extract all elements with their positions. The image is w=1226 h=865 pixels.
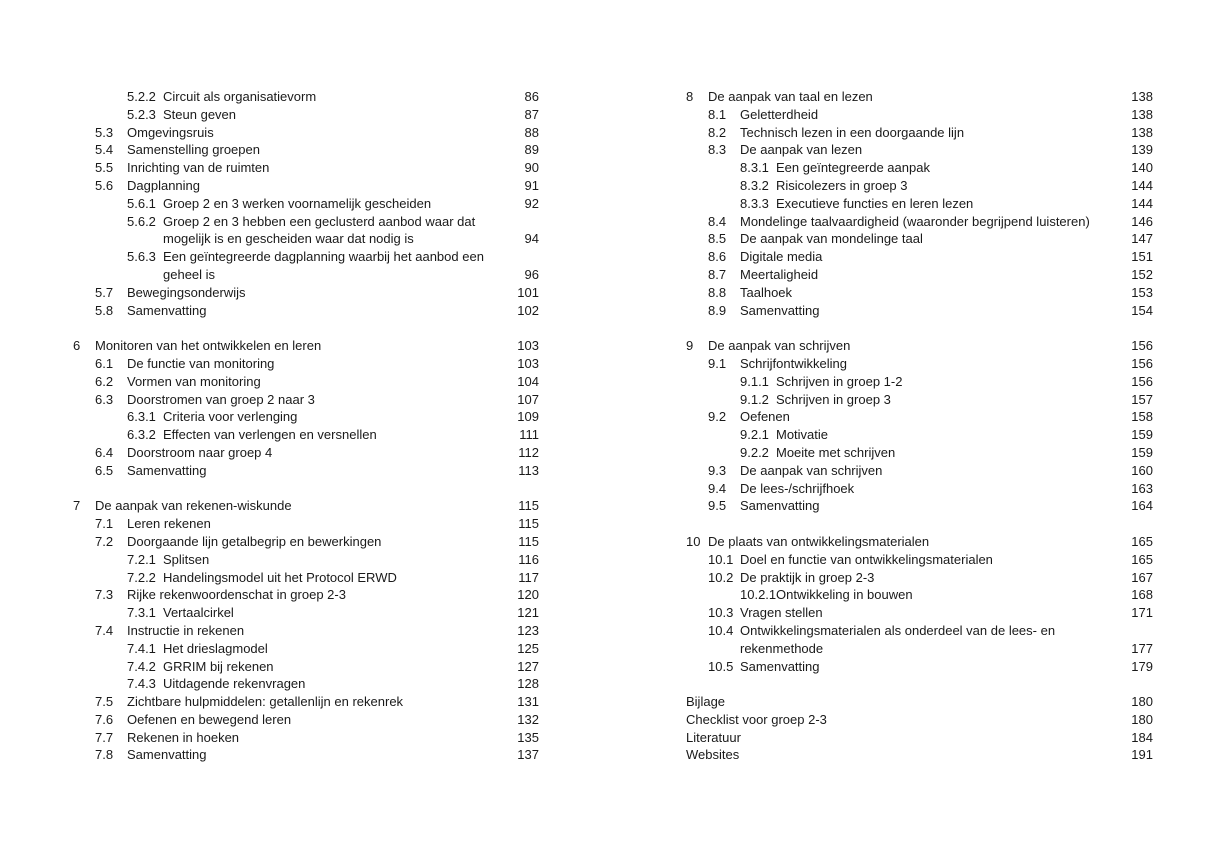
toc-entry-page-number: 104 xyxy=(517,373,539,389)
toc-entry-title: Schrijven in groep 1-2 xyxy=(776,373,903,389)
toc-entry-page-number: 153 xyxy=(1131,284,1153,300)
toc-entry-title: Mondelinge taalvaardigheid (waaronder begrijpend luisteren) xyxy=(740,213,1090,229)
toc-entry-page-number: 125 xyxy=(517,640,539,656)
toc-entry-title: Handelingsmodel uit het Protocol ERWD xyxy=(163,569,397,585)
toc-entry-title: Ontwikkelingsmaterialen als onderdeel van de lees- en xyxy=(740,622,1056,638)
toc-entry-page-number: 116 xyxy=(518,551,539,567)
toc-entry-title: Doorstroom naar groep 4 xyxy=(127,444,273,460)
toc-entry-page-number: 180 xyxy=(1131,711,1153,727)
toc-entry-title: Bewegingsonderwijs xyxy=(127,284,246,300)
toc-entry-page-number: 151 xyxy=(1131,249,1153,265)
toc-entry-number: 8.2 xyxy=(708,124,727,140)
toc-entry-title: Instructie in rekenen xyxy=(127,622,245,638)
toc-entry-page-number: 112 xyxy=(518,444,539,460)
toc-entry-page-number: 87 xyxy=(524,106,539,122)
toc-entry-page-number: 138 xyxy=(1131,89,1153,104)
toc-entry-page-number: 164 xyxy=(1131,498,1153,514)
toc-entry-number: 5.4 xyxy=(95,142,114,158)
toc-entry-number: 5.6.2 xyxy=(127,213,156,229)
toc-entry[interactable] xyxy=(686,213,1153,231)
toc-entry-number: 6.5 xyxy=(95,462,114,478)
toc-entry[interactable] xyxy=(686,462,1153,480)
toc-entry-page-number: 156 xyxy=(1131,338,1153,354)
toc-entry-number: 5.6 xyxy=(95,177,114,193)
toc-entry[interactable] xyxy=(73,569,539,587)
section-spacer xyxy=(686,319,1153,337)
toc-entry-page-number: 165 xyxy=(1131,551,1153,567)
toc-entry-number: 7.5 xyxy=(95,694,114,710)
toc-entry-number: 10.5 xyxy=(708,658,734,674)
toc-entry-page-number: 179 xyxy=(1131,658,1153,674)
toc-entry-number: 10.2 xyxy=(708,569,734,585)
toc-entry[interactable] xyxy=(686,622,1153,640)
toc-entry-number: 10.4 xyxy=(708,622,734,638)
toc-chapter-entry[interactable] xyxy=(73,337,539,355)
toc-entry-number: 8.3.1 xyxy=(740,160,769,176)
toc-entry[interactable] xyxy=(686,746,1153,764)
toc-entry[interactable] xyxy=(73,640,539,658)
toc-entry[interactable] xyxy=(686,248,1153,266)
toc-entry-number: 10.1 xyxy=(708,551,734,567)
toc-entry-page-number: 115 xyxy=(518,533,539,549)
toc-chapter-entry[interactable] xyxy=(686,337,1153,355)
toc-entry-title: Samenstelling groepen xyxy=(127,142,260,158)
toc-entry-title: De lees-/schrijfhoek xyxy=(740,480,855,496)
toc-entry[interactable] xyxy=(686,586,1153,604)
toc-entry-page-number: 171 xyxy=(1131,605,1153,621)
toc-entry-title: Uitdagende rekenvragen xyxy=(163,676,306,692)
toc-entry[interactable] xyxy=(686,355,1153,373)
toc-entry-number: 7.3.1 xyxy=(127,605,156,621)
toc-entry-number: 6.4 xyxy=(95,444,114,460)
toc-entry-title: Leren rekenen xyxy=(127,516,211,532)
toc-entry-title: Circuit als organisatievorm xyxy=(163,89,317,104)
toc-entry-page-number: 88 xyxy=(524,124,539,140)
toc-entry-title: Rijke rekenwoordenschat in groep 2-3 xyxy=(127,587,346,603)
toc-entry-page-number: 89 xyxy=(524,142,539,158)
toc-entry[interactable] xyxy=(73,248,539,266)
toc-entry-number: 6.1 xyxy=(95,355,114,371)
toc-entry-number: 8.5 xyxy=(708,231,727,247)
toc-entry-page-number: 131 xyxy=(517,694,539,710)
toc-entry[interactable] xyxy=(686,408,1153,426)
toc-entry-number: 5.5 xyxy=(95,160,114,176)
toc-entry-page-number: 137 xyxy=(517,747,539,763)
toc-entry-page-number: 113 xyxy=(518,462,539,478)
toc-entry[interactable] xyxy=(73,444,539,462)
toc-entry-title: Samenvatting xyxy=(740,498,820,514)
toc-entry-page-number: 180 xyxy=(1131,694,1153,710)
toc-entry-number: 8.8 xyxy=(708,284,727,300)
toc-entry[interactable] xyxy=(73,675,539,693)
toc-right-column xyxy=(686,88,1153,764)
toc-entry-number: 5.2.3 xyxy=(127,106,156,122)
toc-entry-title: Oefenen en bewegend leren xyxy=(127,711,292,727)
toc-entry-page-number: 135 xyxy=(517,729,539,745)
toc-entry-number: 9.2.2 xyxy=(740,444,769,460)
toc-entry-number: 5.6.1 xyxy=(127,195,156,211)
toc-entry-number: 10.2.1 xyxy=(740,587,777,603)
toc-entry-title: Samenvatting xyxy=(740,658,820,674)
toc-entry-title: Literatuur xyxy=(686,729,741,745)
toc-entry[interactable] xyxy=(686,640,1153,658)
toc-entry-number: 7.4 xyxy=(95,622,114,638)
toc-entry-number: 7.7 xyxy=(95,729,114,745)
toc-entry-page-number: 163 xyxy=(1131,480,1153,496)
toc-entry-title: Effecten van verlengen en versnellen xyxy=(163,427,377,443)
toc-entry-title: Technisch lezen in een doorgaande lijn xyxy=(740,124,965,140)
toc-entry[interactable] xyxy=(73,551,539,569)
toc-entry-page-number: 156 xyxy=(1131,355,1153,371)
toc-entry-number: 5.8 xyxy=(95,302,114,318)
toc-entry-page-number: 103 xyxy=(517,355,539,371)
toc-entry-page-number: 144 xyxy=(1131,177,1153,193)
toc-entry-number: 6 xyxy=(73,338,81,354)
toc-entry-number: 6.3.1 xyxy=(127,409,156,425)
toc-entry[interactable] xyxy=(73,408,539,426)
toc-entry-page-number: 152 xyxy=(1131,266,1153,282)
toc-entry[interactable] xyxy=(73,106,539,124)
toc-entry-title: Oefenen xyxy=(740,409,790,425)
toc-entry-title: Een geïntegreerde aanpak xyxy=(776,160,930,176)
toc-entry-page-number: 132 xyxy=(517,711,539,727)
toc-entry-number: 8.3.3 xyxy=(740,195,769,211)
toc-entry-page-number: 157 xyxy=(1131,391,1153,407)
toc-entry[interactable] xyxy=(686,480,1153,498)
toc-entry-page-number: 140 xyxy=(1131,160,1153,176)
toc-entry-page-number: 146 xyxy=(1131,213,1153,229)
toc-entry-title: De functie van monitoring xyxy=(127,355,275,371)
toc-entry-page-number: 159 xyxy=(1131,444,1153,460)
toc-entry[interactable] xyxy=(73,746,539,764)
toc-chapter-entry[interactable] xyxy=(73,497,539,515)
section-spacer xyxy=(73,319,539,337)
toc-entry-page-number: 115 xyxy=(518,516,539,532)
toc-entry[interactable] xyxy=(73,159,539,177)
toc-left-column xyxy=(73,88,539,764)
toc-entry-title: Motivatie xyxy=(776,427,829,443)
toc-entry[interactable] xyxy=(73,141,539,159)
toc-entry-page-number: 154 xyxy=(1131,302,1153,318)
toc-entry-page-number: 158 xyxy=(1131,409,1153,425)
toc-entry[interactable] xyxy=(73,729,539,747)
toc-entry[interactable] xyxy=(73,658,539,676)
toc-entry-number: 7.2 xyxy=(95,533,114,549)
toc-entry-title: Samenvatting xyxy=(740,302,820,318)
toc-entry-title: De praktijk in groep 2-3 xyxy=(740,569,875,585)
toc-entry-page-number: 139 xyxy=(1131,142,1153,158)
toc-entry-title: Samenvatting xyxy=(127,747,207,763)
toc-entry-title: Steun geven xyxy=(163,106,237,122)
toc-entry-title: Moeite met schrijven xyxy=(776,444,896,460)
toc-entry-number: 9.1.1 xyxy=(740,373,769,389)
toc-entry-title: Monitoren van het ontwikkelen en leren xyxy=(95,338,322,354)
toc-entry-page-number: 144 xyxy=(1131,195,1153,211)
toc-entry[interactable] xyxy=(73,426,539,444)
toc-entry-number: 9.1.2 xyxy=(740,391,769,407)
toc-chapter-entry[interactable] xyxy=(686,88,1153,106)
toc-entry-number: 8.3 xyxy=(708,142,727,158)
toc-entry[interactable] xyxy=(73,355,539,373)
toc-entry[interactable] xyxy=(73,302,539,320)
toc-entry-title: Zichtbare hulpmiddelen: getallenlijn en rekenrek xyxy=(127,694,404,710)
toc-entry-number: 5.2.2 xyxy=(127,89,156,104)
toc-entry[interactable] xyxy=(73,88,539,106)
toc-entry-title: Ontwikkeling in bouwen xyxy=(776,587,913,603)
toc-entry-number: 6.2 xyxy=(95,373,114,389)
toc-entry[interactable] xyxy=(686,195,1153,213)
toc-entry-title: Executieve functies en leren lezen xyxy=(776,195,974,211)
toc-entry[interactable] xyxy=(686,124,1153,142)
toc-entry-title: Doorgaande lijn getalbegrip en bewerkingen xyxy=(127,533,382,549)
toc-entry-number: 8.6 xyxy=(708,249,727,265)
toc-entry-page-number: 117 xyxy=(518,569,539,585)
toc-entry[interactable] xyxy=(73,586,539,604)
toc-entry[interactable] xyxy=(73,213,539,231)
toc-entry-title: Schrijven in groep 3 xyxy=(776,391,891,407)
toc-entry-title: De aanpak van rekenen-wiskunde xyxy=(95,498,292,514)
toc-entry[interactable] xyxy=(73,195,539,213)
toc-entry-title: Een geïntegreerde dagplanning waarbij het aanbod een xyxy=(163,249,484,265)
toc-entry-number: 7.6 xyxy=(95,711,114,727)
toc-entry[interactable] xyxy=(73,373,539,391)
toc-entry-title: Vertaalcirkel xyxy=(163,605,234,621)
toc-entry-page-number: 92 xyxy=(524,195,539,211)
toc-entry-title: De aanpak van lezen xyxy=(740,142,863,158)
toc-entry-number: 10 xyxy=(686,533,701,549)
toc-entry[interactable] xyxy=(686,230,1153,248)
toc-entry-number: 8.9 xyxy=(708,302,727,318)
toc-entry-page-number: 96 xyxy=(524,266,539,282)
toc-entry[interactable] xyxy=(686,106,1153,124)
toc-entry-page-number: 191 xyxy=(1131,747,1153,763)
toc-entry-page-number: 168 xyxy=(1131,587,1153,603)
toc-entry-title: GRRIM bij rekenen xyxy=(163,658,274,674)
toc-entry-page-number: 184 xyxy=(1131,729,1153,745)
toc-entry-title: Groep 2 en 3 hebben een geclusterd aanbod waar dat xyxy=(163,213,476,229)
toc-entry-page-number: 115 xyxy=(518,498,539,514)
toc-entry-number: 9.2 xyxy=(708,409,727,425)
toc-entry-page-number: 147 xyxy=(1131,231,1153,247)
toc-entry[interactable] xyxy=(73,230,539,248)
section-spacer xyxy=(73,480,539,498)
toc-entry-number: 8 xyxy=(686,89,694,104)
toc-entry-number: 8.4 xyxy=(708,213,727,229)
toc-entry-number: 9.5 xyxy=(708,498,727,514)
toc-entry-number: 8.7 xyxy=(708,266,727,282)
toc-entry[interactable] xyxy=(686,266,1153,284)
toc-entry-title: Bijlage xyxy=(686,694,726,710)
toc-entry[interactable] xyxy=(686,729,1153,747)
toc-entry-page-number: 101 xyxy=(517,284,539,300)
toc-entry-page-number: 121 xyxy=(517,605,539,621)
toc-entry-title: Schrijfontwikkeling xyxy=(740,355,847,371)
toc-entry-page-number: 128 xyxy=(517,676,539,692)
toc-entry[interactable] xyxy=(686,391,1153,409)
toc-entry-number: 7.1 xyxy=(95,516,114,532)
toc-entry-title: Samenvatting xyxy=(127,302,207,318)
toc-entry[interactable] xyxy=(73,266,539,284)
toc-entry[interactable] xyxy=(686,569,1153,587)
toc-entry-number: 7.4.1 xyxy=(127,640,156,656)
toc-entry-number: 9.2.1 xyxy=(740,427,769,443)
toc-entry[interactable] xyxy=(686,177,1153,195)
toc-entry-number: 10.3 xyxy=(708,605,734,621)
toc-entry-title: Rekenen in hoeken xyxy=(127,729,240,745)
toc-entry-title: mogelijk is en gescheiden waar dat nodig is xyxy=(163,231,414,247)
toc-entry[interactable] xyxy=(686,693,1153,711)
toc-entry[interactable] xyxy=(73,124,539,142)
toc-entry-number: 9.3 xyxy=(708,462,727,478)
toc-entry-page-number: 103 xyxy=(517,338,539,354)
toc-entry[interactable] xyxy=(686,551,1153,569)
toc-entry-page-number: 138 xyxy=(1131,106,1153,122)
toc-entry-number: 7.4.3 xyxy=(127,676,156,692)
toc-entry-title: Meertaligheid xyxy=(740,266,819,282)
section-spacer xyxy=(686,675,1153,693)
toc-entry-page-number: 109 xyxy=(517,409,539,425)
toc-entry[interactable] xyxy=(686,658,1153,676)
toc-entry[interactable] xyxy=(686,141,1153,159)
toc-entry[interactable] xyxy=(73,177,539,195)
toc-entry-page-number: 160 xyxy=(1131,462,1153,478)
toc-entry-title: De aanpak van taal en lezen xyxy=(708,89,873,104)
toc-entry-number: 9.1 xyxy=(708,355,727,371)
toc-entry-number: 5.6.3 xyxy=(127,249,156,265)
toc-entry[interactable] xyxy=(73,693,539,711)
toc-entry-number: 6.3.2 xyxy=(127,427,156,443)
toc-entry[interactable] xyxy=(73,622,539,640)
toc-entry-number: 5.3 xyxy=(95,124,114,140)
toc-entry-number: 5.7 xyxy=(95,284,114,300)
toc-entry[interactable] xyxy=(73,515,539,533)
toc-entry-title: De aanpak van schrijven xyxy=(708,338,851,354)
toc-entry-title: Geletterdheid xyxy=(740,106,819,122)
toc-entry[interactable] xyxy=(73,533,539,551)
toc-entry-page-number: 107 xyxy=(517,391,539,407)
toc-entry-title: Digitale media xyxy=(740,249,823,265)
toc-entry-title: geheel is xyxy=(163,266,216,282)
toc-entry-number: 8.3.2 xyxy=(740,177,769,193)
toc-entry-title: Samenvatting xyxy=(127,462,207,478)
toc-entry-page-number: 111 xyxy=(519,427,539,443)
toc-entry[interactable] xyxy=(686,711,1153,729)
toc-entry-title: De aanpak van mondelinge taal xyxy=(740,231,923,247)
toc-entry-page-number: 165 xyxy=(1131,533,1153,549)
toc-entry-page-number: 177 xyxy=(1131,640,1153,656)
toc-entry-number: 7.4.2 xyxy=(127,658,156,674)
toc-entry-page-number: 159 xyxy=(1131,427,1153,443)
toc-entry-page-number: 102 xyxy=(517,302,539,318)
toc-entry-title: Dagplanning xyxy=(127,177,201,193)
toc-entry[interactable] xyxy=(686,604,1153,622)
toc-entry-number: 7 xyxy=(73,498,81,514)
toc-entry-page-number: 156 xyxy=(1131,373,1153,389)
toc-entry[interactable] xyxy=(73,391,539,409)
toc-entry[interactable] xyxy=(686,497,1153,515)
toc-entry-page-number: 138 xyxy=(1131,124,1153,140)
toc-entry-page-number: 91 xyxy=(524,177,539,193)
toc-entry-number: 6.3 xyxy=(95,391,114,407)
toc-entry[interactable] xyxy=(73,462,539,480)
toc-entry-page-number: 123 xyxy=(517,622,539,638)
toc-entry-title: Risicolezers in groep 3 xyxy=(776,177,908,193)
toc-entry-title: Checklist voor groep 2-3 xyxy=(686,711,827,727)
toc-entry-page-number: 120 xyxy=(517,587,539,603)
toc-entry[interactable] xyxy=(686,444,1153,462)
toc-entry-page-number: 90 xyxy=(524,160,539,176)
toc-entry-number: 7.2.1 xyxy=(127,551,156,567)
toc-entry-title: rekenmethode xyxy=(740,640,824,656)
toc-entry-title: Splitsen xyxy=(163,551,210,567)
toc-entry[interactable] xyxy=(73,711,539,729)
toc-entry-title: Omgevingsruis xyxy=(127,124,214,140)
toc-entry[interactable] xyxy=(686,373,1153,391)
toc-entry-page-number: 86 xyxy=(524,89,539,104)
toc-entry-number: 7.8 xyxy=(95,747,114,763)
toc-entry-title: Het drieslagmodel xyxy=(163,640,268,656)
toc-entry[interactable] xyxy=(686,159,1153,177)
toc-entry-title: Taalhoek xyxy=(740,284,793,300)
toc-entry-number: 9.4 xyxy=(708,480,727,496)
toc-entry-page-number: 167 xyxy=(1131,569,1153,585)
toc-entry[interactable] xyxy=(686,302,1153,320)
toc-entry-title: Vragen stellen xyxy=(740,605,823,621)
toc-entry-title: Doel en functie van ontwikkelingsmaterialen xyxy=(740,551,993,567)
toc-entry-page-number: 94 xyxy=(524,231,539,247)
section-spacer xyxy=(686,515,1153,533)
toc-entry-title: Groep 2 en 3 werken voornamelijk gescheiden xyxy=(163,195,432,211)
toc-entry-number: 8.1 xyxy=(708,106,727,122)
toc-entry[interactable] xyxy=(686,284,1153,302)
toc-entry-title: Criteria voor verlenging xyxy=(163,409,298,425)
toc-entry-number: 7.2.2 xyxy=(127,569,156,585)
toc-entry-page-number: 127 xyxy=(517,658,539,674)
toc-entry[interactable] xyxy=(73,284,539,302)
toc-entry-title: De aanpak van schrijven xyxy=(740,462,883,478)
toc-entry[interactable] xyxy=(686,426,1153,444)
toc-entry[interactable] xyxy=(73,604,539,622)
toc-entry-title: Inrichting van de ruimten xyxy=(127,160,270,176)
toc-entry-title: De plaats van ontwikkelingsmaterialen xyxy=(708,533,930,549)
toc-entry-title: Websites xyxy=(686,747,740,763)
toc-entry-title: Doorstromen van groep 2 naar 3 xyxy=(127,391,315,407)
toc-entry-number: 7.3 xyxy=(95,587,114,603)
toc-entry-number: 9 xyxy=(686,338,694,354)
toc-chapter-entry[interactable] xyxy=(686,533,1153,551)
toc-entry-title: Vormen van monitoring xyxy=(127,373,261,389)
